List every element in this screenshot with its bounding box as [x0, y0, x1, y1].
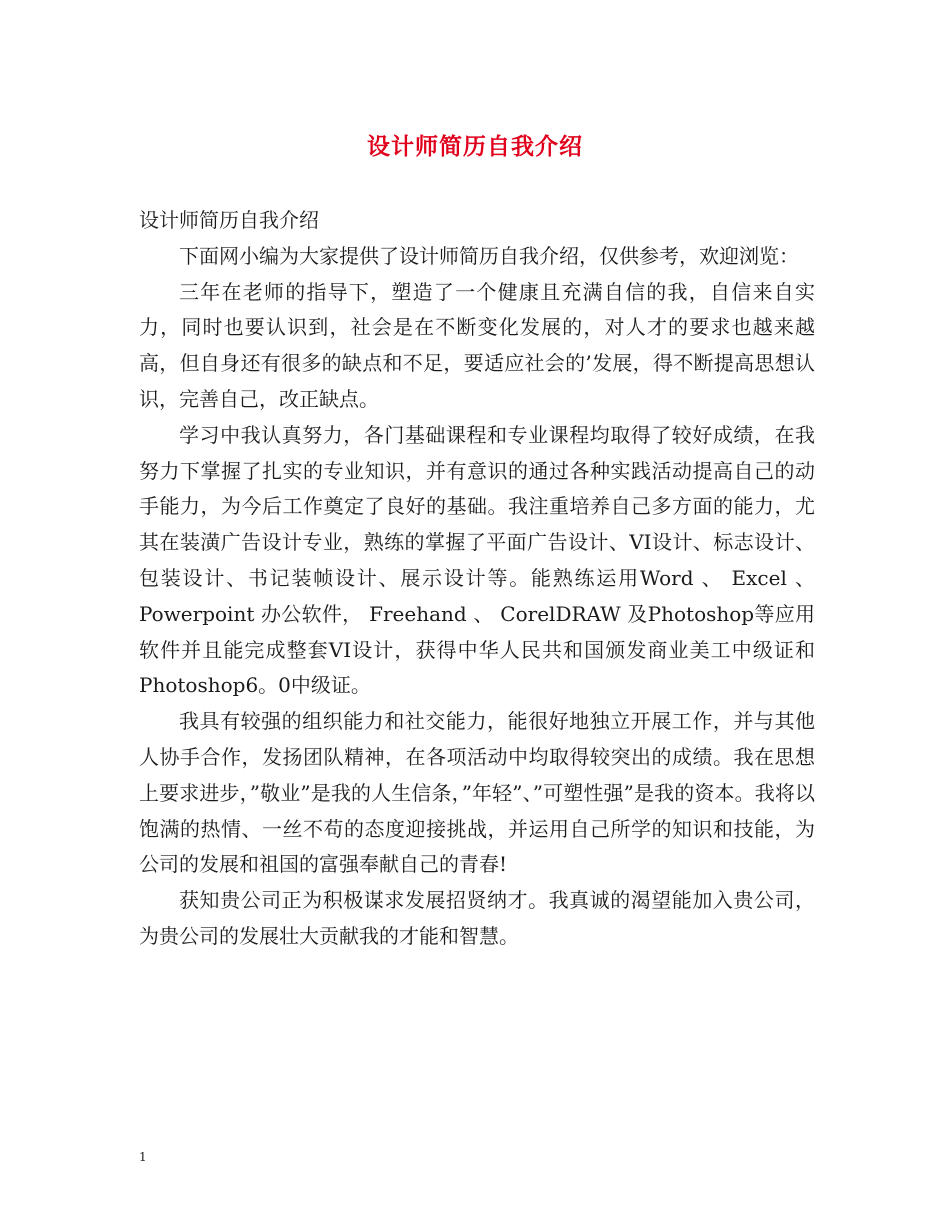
- document-title: 设计师简历自我介绍: [367, 133, 583, 160]
- paragraph-intro: 下面网小编为大家提供了设计师简历自我介绍，仅供参考，欢迎浏览：: [179, 243, 799, 268]
- document-subtitle: 设计师简历自我介绍: [139, 208, 319, 232]
- page-number: 1: [139, 1150, 147, 1164]
- paragraph-self-confidence: 三年在老师的指导下，塑造了一个健康且充满自信的我，自信来自实力，同时也要认识到，社会是在不断变化发展的，对人才的要求也越来越高，但自身还有很多的缺点和不足，要适应社会的’发展，得不断提高思想认识，完善自己，改正缺点。: [139, 279, 815, 411]
- paragraph-teamwork: 我具有较强的组织能力和社交能力，能很好地独立开展工作，并与其他人协手合作，发扬团队精神，在各项活动中均取得较突出的成绩。我在思想上要求进步，”敬业”是我的人生信条，”年轻”、”可塑性强”是我的资本。我将以饱满的热情、一丝不苟的态度迎接挑战，并运用自己所学的知识和技能，为公司的发展和祖国的富强奉献自己的青春!: [139, 709, 815, 877]
- paragraph-closing: 获知贵公司正为积极谋求发展招贤纳才。我真诚的渴望能加入贵公司，为贵公司的发展壮大贡献我的才能和智慧。: [139, 888, 815, 948]
- document-body: [139, 203, 815, 955]
- paragraph-study-skills: 学习中我认真努力，各门基础课程和专业课程均取得了较好成绩，在我努力下掌握了扎实的专业知识，并有意识的通过各种实践活动提高自己的动手能力，为今后工作奠定了良好的基础。我注重培养自己多方面的能力，尤其在装潢广告设计专业，熟练的掌握了平面广告设计、VI设计、标志设计、包装设计、书记装帧设计、展示设计等。能熟练运用Word 、 Excel 、 Powerpoint 办公软件， Freehand 、 CorelDRAW 及Photoshop等应用软件并且能完成整套VI设计，获得中华人民共和国颁发商业美工中级证和Photoshop6。0中级证。: [139, 422, 815, 698]
